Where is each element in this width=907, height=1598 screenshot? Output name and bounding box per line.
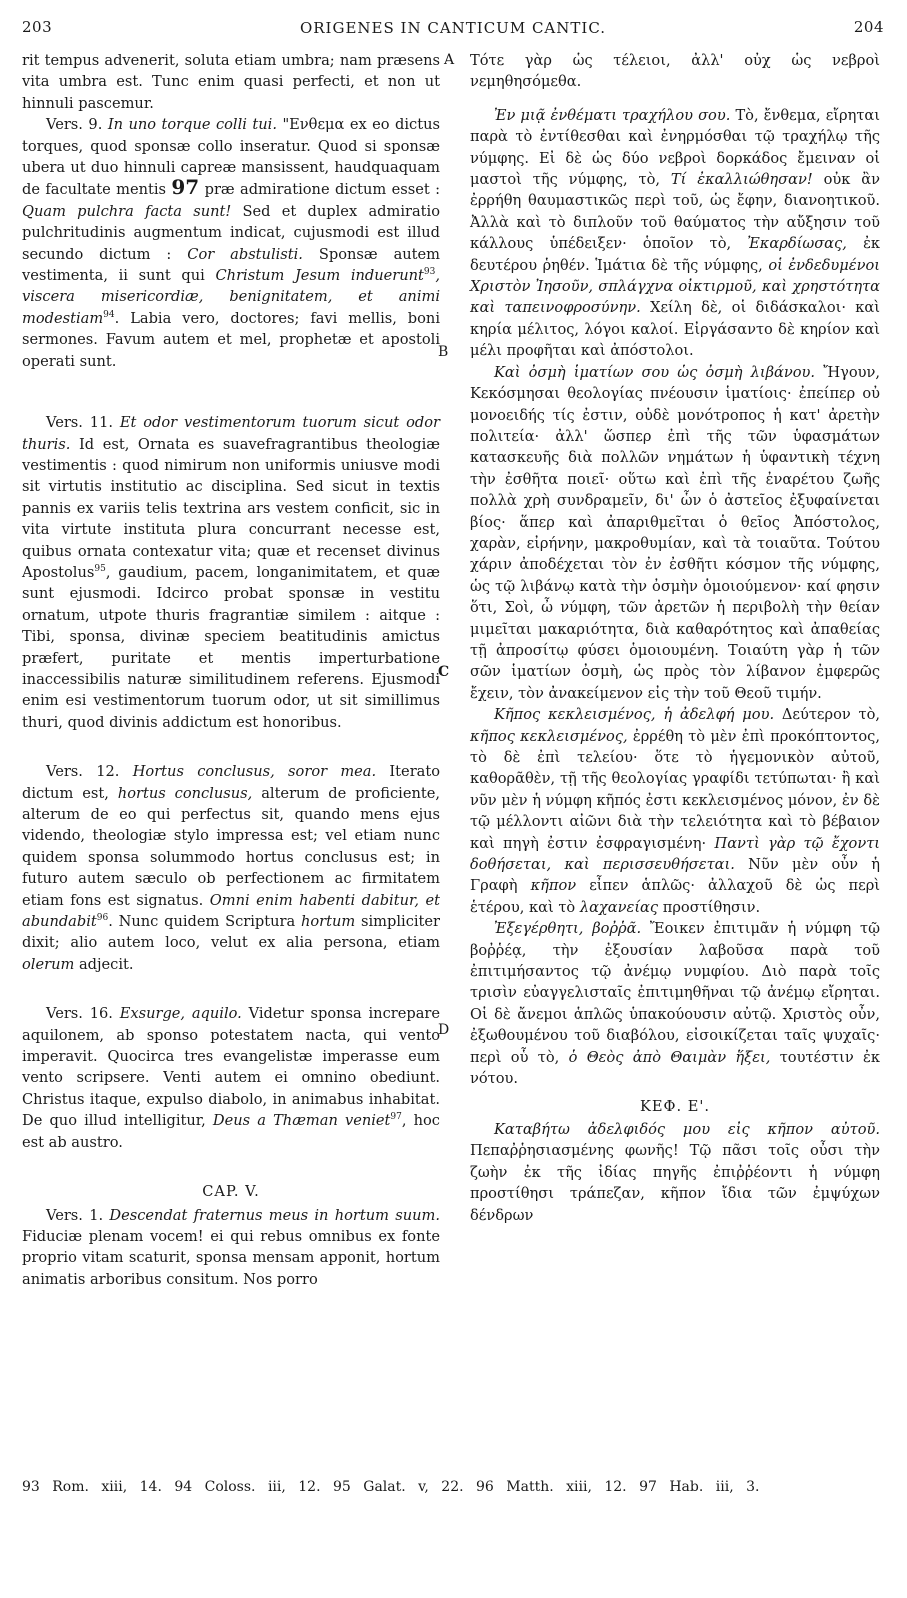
latin-text: Id est, Ornata es suavefragrantibus theologiæ vestimentis : quod nimirum non uniformis uniusve modi sit virtutis institutio ac disciplina. Sed sicut in textis pannis ex variis telis textrina ars vestem conficit, sic in vita virtute instituta plura concurrant necesse est, quibus ornata contexatur vita; quæ et recenset divinus Apostolus (22, 435, 441, 581)
chapter-heading-latin: CAP. V. (202, 1183, 260, 1201)
quotation: Cor abstulisti. (187, 245, 303, 263)
latin-text: adjecit. (78, 955, 134, 973)
greek-text: εἶπεν ἁπλῶς· ἀλλαχοῦ δὲ ὡς περὶ ἑτέρου, καὶ τὸ (470, 877, 880, 916)
quotation: Quam pulchra facta sunt! (22, 202, 232, 220)
quotation: hortum (300, 913, 356, 931)
verse-lemma: Et odor vestimentorum tuorum sicut odor thuris. (22, 414, 440, 453)
greek-paragraph-opening: Τότε γὰρ ὡς τέλειοι, ἀλλ' οὐχ ὡς νεβροὶ νεμηθησόμεθα. (470, 52, 880, 91)
quotation: olerum (22, 955, 75, 973)
latin-text: Sed et duplex admiratio pulchritudinis augmentum indicat, cujusmodi est illud secundo dictum : (22, 202, 440, 263)
verse-lemma: Hortus conclusus, soror mea. (132, 763, 377, 781)
latin-verse-16 (22, 1003, 440, 1153)
page-number-left: 203 (22, 18, 53, 36)
greek-text: Δεύτερον τὸ, (781, 706, 881, 724)
latin-text: Fiduciæ plenam vocem! ei qui rebus omnibus ex fonte proprio vitam scaturit, sponsa mensam apponit, hortum animatis arboribus consitum. Nos porro (22, 1227, 440, 1288)
greek-text: Ἤγουν, Κεκόσμησαι θεολογίας πνέουσιν ἱματίοις· ἐπείπερ οὐ μονοειδής τίς ἐστιν, οὐδὲ μονότροπος ἡ κατ' ἀρετὴν πολιτεία· ἀλλ' ὥσπερ ἐπὶ τῆς τῶν ὑφασμάτων κατασκευῆς διὰ πολλῶν νημάτων ἡ ὑφαντικὴ τέχνη τὴν ἐσθῆτα ποιεῖ· οὕτω καὶ ἐπὶ τῆς ἐναρέτου ζωῆς πολλὰ χρὴ συνδραμεῖν, δι' ὧν ὁ ἀστεῖος ἐξυφαίνεται βίος· ἅπερ καὶ ἀπαριθμεῖται ὁ θεῖος Ἀπόστολος, χαρὰν, εἰρήνην, μακροθυμίαν, καὶ τὰ τοιαῦτα. Τούτου χάριν ἀποδέχεται τὸν ἐν ἐσθῆτι κόσμον τῆς νύμφης, ὡς τῷ λιβάνῳ κατὰ τὴν ὀσμὴν ὁμοιούμενον· καί φησιν ὅτι, Σοὶ, ὦ νύμφη, τῶν ἀρετῶν ἡ περιβολὴ τὴν θείαν μιμεῖται μακαριότητα, διὰ καθαρότητος καὶ ἀπαθείας τῇ ἀπροσίτῳ φύσει ὁμοιουμένη. Τοιαύτη γὰρ ἡ τῶν σῶν ἱματίων ὀσμὴ, ὡς πρὸς τὸν λίβανον ἐμφερῶς ἔχειν, τὸν ἀνακείμενον εἰς τὴν τοῦ Θεοῦ τιμήν. (470, 363, 881, 702)
footnote: 97 Hab. iii, 3. (639, 1479, 760, 1495)
latin-verse-12 (22, 761, 440, 975)
margin-letter-a: A (444, 52, 455, 68)
margin-letter-c: C (438, 664, 450, 680)
latin-verse-1 (22, 1205, 440, 1291)
verse-lemma: Κῆπος κεκλεισμένος, (494, 706, 656, 724)
latin-text: Videtur sponsa increpare aquilonem, ab sponso potestatem nacta, qui vento imperavit. Quocirca tres evangelistæ imperasse eum vento scripsere. Venti autem ei omnino obediunt. Christus itaque, expulso diabolo, in animabus inhabitat. De quo illud intelligitur, (22, 1005, 441, 1130)
latin-paragraph-opening: rit tempus advenerit, soluta etiam umbra; nam præsens vita umbra est. Tunc enim quasi perfecti, et non ut hinnuli pascemur. (22, 52, 440, 112)
latin-text: "Ενθεμα ex eo dictus torques, quod sponsæ collo inseratur. Quod si sponsæ ubera ut duo hinnuli capreæ mansissent, haudquaquam de facultate mentis (22, 116, 440, 199)
footnotes (22, 1477, 884, 1497)
greek-text: ἐρρέθη τὸ μὲν ἐπὶ προκόπτοντος, τὸ δὲ ἐπὶ τελείου· ὅτε τὸ ἡγεμονικὸν αὐτοῦ, καθορᾶθὲν, τῇ τῆς θεολογίας γραφίδι τετύπωται· ἢ καὶ νῦν μὲν ἡ νύμφη κῆπός ἐστι κεκλεισμένος μόνον, ἐν δὲ τῷ μέλλοντι αἰῶνι διὰ τὴν τελειότητα καὶ τὸ βέβαιον καὶ πηγὴ ἐστιν ἐσφραγισμένη· (470, 727, 880, 852)
greek-verse-9 (470, 105, 880, 362)
latin-text: , hoc est ab austro. (22, 1112, 440, 1151)
verse-lemma: Ἐν μιᾷ ἐνθέματι τραχήλου σου. (494, 106, 731, 124)
greek-text: Ἔοικεν ἐπιτιμᾶν ἡ νύμφη τῷ βοῤῥέᾳ, τὴν ἐξουσίαν λαβοῦσα παρὰ τοῦ ἐπιτιμήσαντος τῷ ἀνέμῳ νυμφίου. Διὸ παρὰ τοῖς τρισὶν εὐαγγελισταῖς ἐπιτιμηθῆναι τῷ ἀνέμῳ εἴρηται. Οἱ δὲ ἄνεμοι ἁπλῶς ὑπακούουσιν αὐτῷ. Χριστὸς οὖν, ἐξωθουμένου τοῦ διαβόλου, εἰσοικίζεται ταῖς ψυχαῖς· περὶ οὗ τὸ, (470, 920, 880, 1066)
footnote-marker: 93 (423, 267, 436, 278)
greek-verse-16 (470, 918, 880, 1089)
greek-text: προστίθησιν. (662, 898, 761, 916)
verse-ref: Vers. 16. (46, 1005, 113, 1023)
column-number: 97 (171, 175, 200, 200)
footnote-marker: 94 (103, 310, 115, 321)
latin-text: . Labia vero, doctores; favi mellis, boni sermones. Favum autem et mel, prophetæ et apostoli operati sunt. (22, 309, 440, 370)
verse-ref: Vers. 12. (46, 763, 120, 781)
footnote: 93 Rom. xiii, 14. (22, 1479, 162, 1495)
latin-column (22, 50, 440, 1290)
greek-text: τουτέστιν ἐκ νότου. (470, 1048, 881, 1088)
chapter-heading-greek: ΚΕΦ. Ε'. (639, 1097, 711, 1115)
footnote: 94 Coloss. iii, 12. (174, 1479, 321, 1495)
quotation: Omni enim habenti dabitur, et abundabit (22, 891, 440, 931)
verse-ref: Vers. 11. (46, 414, 114, 432)
quotation: κῆπος κεκλεισμένος, (470, 727, 628, 745)
footnote: 95 Galat. v, 22. (333, 1479, 464, 1495)
greek-text: Τὸ, ἔνθεμα, εἴρηται παρὰ τὸ ἐντίθεσθαι καὶ ἐνηρμόσθαι τῷ τραχήλῳ τῆς νύμφης. Εἰ δὲ ὡς δύο νεβροὶ δορκάδος ἔμειναν οἱ μαστοὶ τῆς νύμφης, τὸ, (470, 106, 881, 189)
greek-text: Νῦν μὲν οὖν ἡ Γραφὴ (470, 856, 881, 895)
verse-lemma: Καταβήτω ἀδελφιδός μου εἰς κῆπον αὐτοῦ. (494, 1120, 880, 1138)
greek-text: Χείλη δὲ, οἱ διδάσκαλοι· καὶ κηρία μέλιτος, λόγοι καλοί. Εἰργάσαντο δὲ κηρίον καὶ μέλι προφῆται καὶ ἀπόστολοι. (470, 299, 880, 360)
verse-lemma: Ἐξεγέρθητι, βοῤῥᾶ. (494, 920, 642, 938)
greek-column (470, 50, 880, 1226)
running-title: ORIGENES IN CANTICUM CANTIC. (299, 19, 607, 37)
quotation: , viscera misericordiæ, benignitatem, et animi modestiam (22, 267, 440, 327)
verse-lemma: Καὶ ὀσμὴ ἱματίων σου ὡς ὀσμὴ λιβάνου. (494, 363, 816, 381)
page-number-right: 204 (853, 18, 884, 36)
latin-text: Sponsæ autem vestimenta, ii sunt qui (22, 245, 441, 285)
quotation: Τί ἐκαλλιώθησαν! (670, 171, 813, 189)
greek-verse-11 (470, 362, 880, 705)
quotation: οἱ ἐνδεδυμένοι Χριστὸν Ἰησοῦν, σπλάγχνα οἰκτιρμοῦ, καὶ χρηστότητα καὶ ταπεινοφροσύνην. (470, 256, 881, 317)
latin-verse-11 (22, 412, 440, 733)
quotation: κῆπον (530, 877, 577, 895)
quotation: hortus conclusus, (117, 784, 253, 802)
latin-text: Iterato dictum est, (22, 763, 441, 802)
quotation: Deus a Thæman veniet (212, 1112, 391, 1130)
verse-lemma: Exsurge, aquilo. (119, 1005, 242, 1023)
verse-ref: Vers. 9. (46, 116, 103, 134)
verse-lemma: In uno torque colli tui. (107, 116, 277, 134)
margin-letter-d: D (438, 1022, 450, 1038)
greek-text: οὐκ ἂν ἐρρήθη θαυμαστικῶς περὶ τοῦ, ὡς ἔφην, διανοητικοῦ. Ἀλλὰ καὶ τὸ διπλοῦν τοῦ θαύματος τὴν αὔξησιν τοῦ κάλλους ὑπέδειξεν· ὁποῖον τὸ, (470, 171, 881, 253)
margin-letter-b: B (438, 344, 449, 360)
latin-text: simpliciter dixit; alio autem loco, velut ex alia persona, etiam (22, 913, 441, 952)
running-header (22, 18, 884, 40)
verse-lemma: ἡ ἀδελφή μου. (663, 706, 775, 724)
quotation: Christum Jesum induerunt (215, 267, 424, 285)
greek-verse-1 (470, 1119, 880, 1226)
footnote-marker: 95 (94, 564, 106, 575)
latin-verse-9 (22, 114, 440, 372)
latin-text: præ admiratione dictum esset : (204, 181, 441, 199)
greek-text: Πεπαῤῥησιασμένης φωνῆς! Τῷ πᾶσι τοῖς οὖσι τὴν ζωὴν ἐκ τῆς ἰδίας πηγῆς ἐπιῤῥέοντι ἡ νύμφη προστίθησι τράπεζαν, κῆπον ἴδια τῶν ἐμψύχων δένδρων (470, 1142, 880, 1224)
latin-text: alterum de proficiente, alterum de eo qui perfectus sit, quando mens ejus videndo, theologiæ stylo impressa est; vel etiam nunc quidem sponsa solummodo hortus conclusus est; in futuro autem sæculo ob perfectionem ac firmitatem etiam fons est signatus. (22, 784, 440, 909)
quotation: Παντὶ γὰρ τῷ ἔχοντι δοθήσεται, καὶ περισσευθήσεται. (470, 834, 880, 874)
greek-text: ἐκ δευτέρου ῥηθέν. Ἱμάτια δὲ τῆς νύμφης, (470, 235, 881, 274)
quotation: Ἐκαρδίωσας, (747, 235, 847, 253)
quotation: ὁ Θεὸς ἀπὸ Θαιμὰν ἥξει, (568, 1048, 771, 1066)
quotation: λαχανείας (579, 898, 659, 916)
footnote-marker: 96 (96, 913, 109, 924)
footnote-marker: 97 (390, 1112, 402, 1123)
latin-text: , gaudium, pacem, longanimitatem, et quæ sunt ejusmodi. Idcirco probat sponsæ in vestitu ornatum, utpote thuris fragrantiæ similem : aitque : Tibi, sponsa, divinæ speciem beatitudinis amictus præfert, puritate et mentis imperturbatione inaccessibilis naturæ similitudinem referens. Ejusmodi enim esi vestimentorum tuorum odor, ut sit simillimus thuri, quod divinis addictum est honoribus. (22, 563, 440, 731)
latin-text: . Nunc quidem Scriptura (108, 913, 296, 931)
greek-verse-12 (470, 704, 880, 918)
verse-lemma: Descendat fraternus meus in hortum suum. (109, 1206, 440, 1224)
verse-ref: Vers. 1. (46, 1206, 104, 1224)
footnote: 96 Matth. xiii, 12. (476, 1479, 627, 1495)
